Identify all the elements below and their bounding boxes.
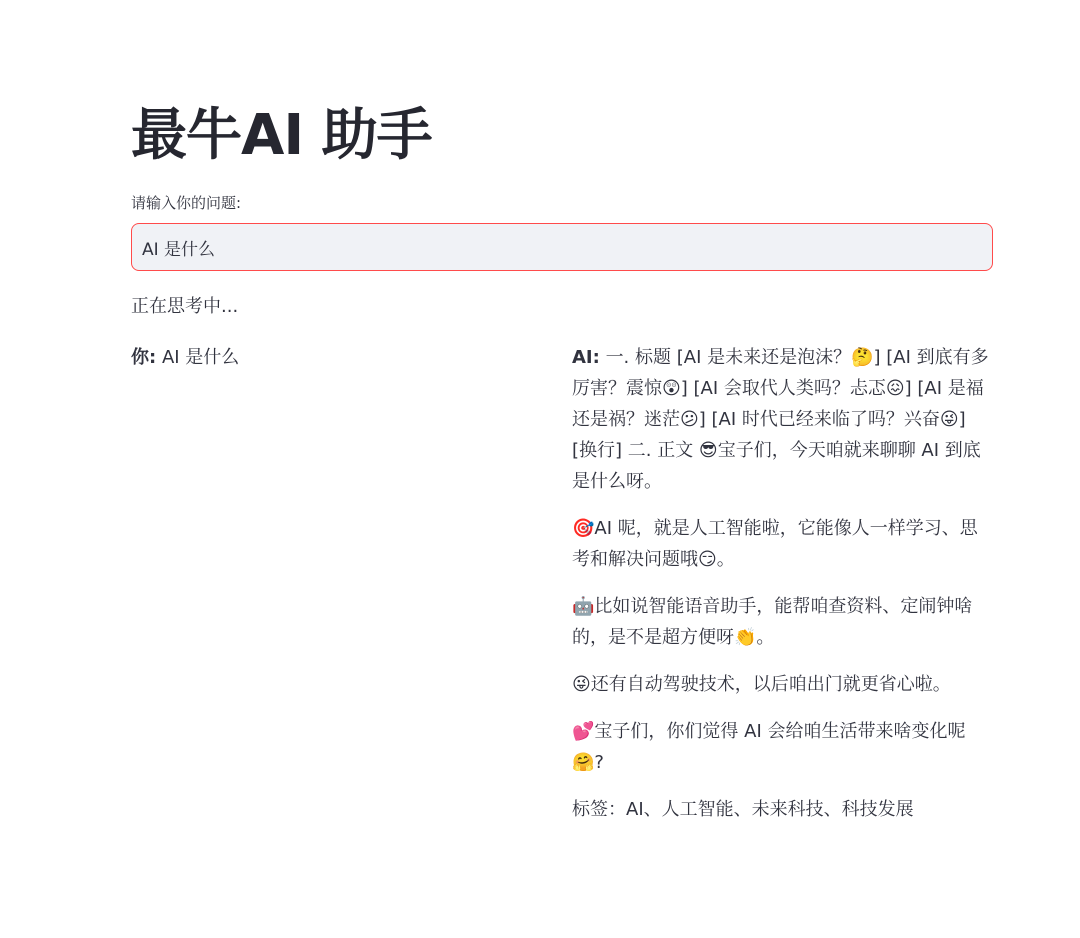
ai-paragraph-2: 🤖比如说智能语音助手，能帮咱查资料、定闹钟啥的，是不是超方便呀👏。: [572, 596, 973, 648]
question-input-label: 请输入你的问题:: [131, 194, 242, 212]
ai-label: AI:: [572, 347, 600, 368]
question-input[interactable]: [132, 224, 992, 270]
ai-paragraph-0-text: 一. 标题 [AI 是未来还是泡沫？🤔] [AI 到底有多厉害？震惊😲] [AI 会取代人类吗？忐忑😖] [AI 是福还是祸？迷茫😕] [AI 时代已经来临了吗？兴奋😜] [换行] 二. 正文 😎宝子们，今天咱就来聊聊 AI 到底是什么呀。: [572, 347, 989, 492]
status-text: 正在思考中...: [131, 296, 239, 317]
ai-paragraph-3: 😜还有自动驾驶技术，以后咱出门就更省心啦。: [572, 674, 951, 695]
ai-response-column: [572, 342, 993, 841]
question-input-wrapper: [131, 223, 993, 271]
user-message-column: [131, 342, 531, 373]
user-label: 你:: [131, 347, 157, 368]
ai-paragraph-0: [572, 342, 993, 497]
ai-tags: 标签：AI、人工智能、未来科技、科技发展: [572, 799, 914, 820]
page-title: 最牛AI 助手: [131, 103, 432, 168]
ai-paragraph-4: 💕宝子们，你们觉得 AI 会给咱生活带来啥变化呢🤗?: [572, 721, 966, 773]
ai-paragraph-1: 🎯AI 呢，就是人工智能啦，它能像人一样学习、思考和解决问题哦😏。: [572, 518, 978, 570]
user-message: AI 是什么: [161, 347, 240, 368]
